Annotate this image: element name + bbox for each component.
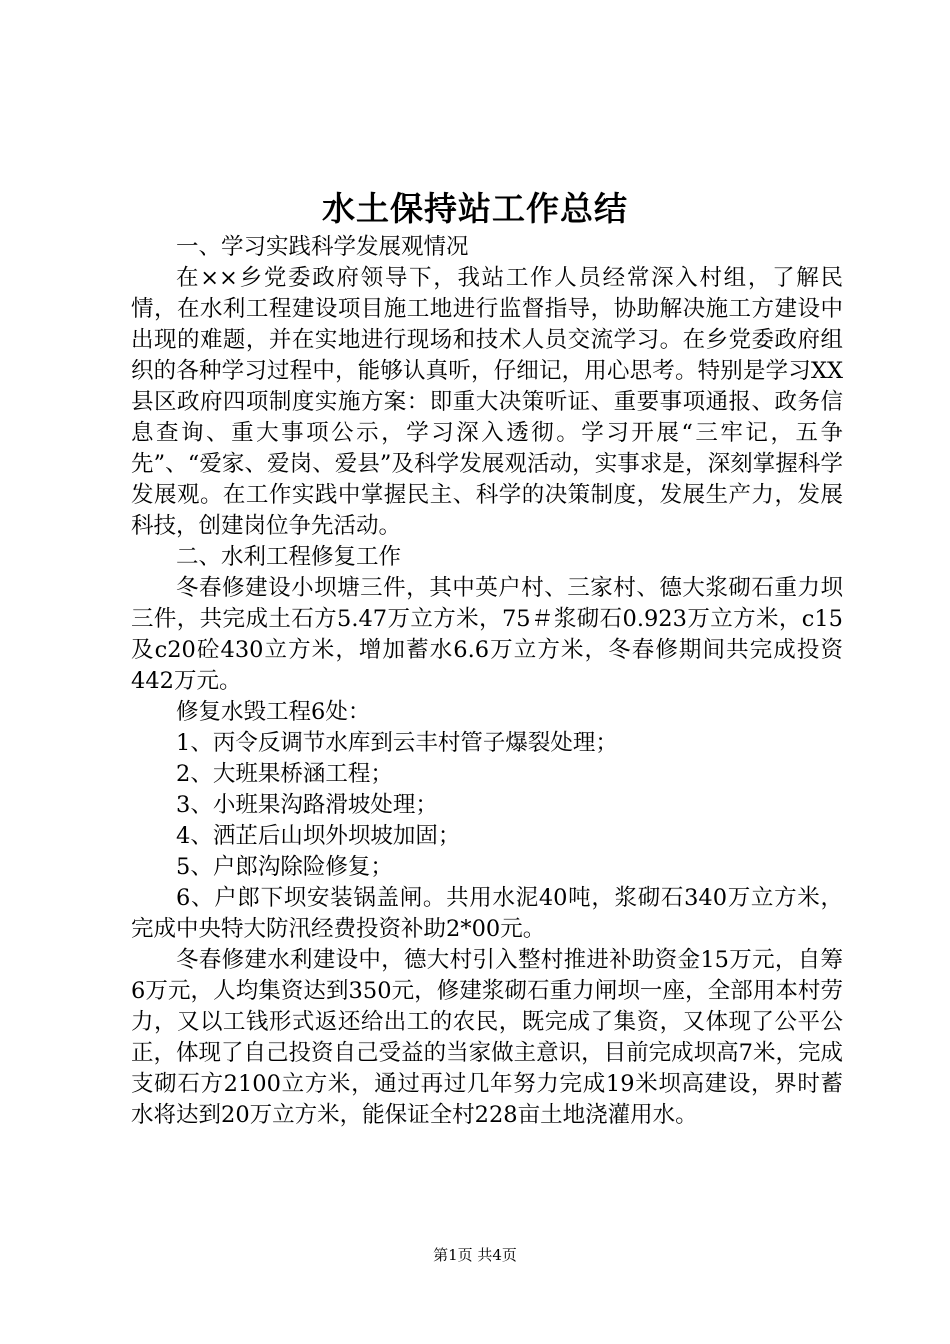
paragraph-study-details: 在××乡党委政府领导下，我站工作人员经常深入村组，了解民情，在水利工程建设项目施工地进行监督指导，协助解决施工方建设中出现的难题，并在实地进行现场和技术人员交流学习。在乡党委政府组织的各种学习过程中，能够认真听，仔细记，用心思考。特别是学习XX县区政府四项制度实施方案：即重大决策听证、重要事项通报、政务信息查询、重大事项公示，学习深入透彻。学习开展“三牢记，五争先”、“爱家、爱岗、爱县”及科学发展观活动，实事求是，深刻掌握科学发展观。在工作实践中掌握民主、科学的决策制度，发展生产力，发展科技，创建岗位争先活动。 (131, 265, 843, 539)
paragraph-repair-intro: 修复水毁工程6处： (176, 699, 371, 725)
paragraph-deda-village: 冬春修建水利建设中，德大村引入整村推进补助资金15万元，自筹6万元，人均集资达到350元，修建浆砌石重力闸坝一座，全部用本村劳力，又以工钱形式返还给出工的农民，既完成了集资，又体现了公平公正，体现了自己投资自己受益的当家做主意识，目前完成坝高7米，完成支砌石方2100立方米，通过再过几年努力完成19米坝高建设，界时蓄水将达到20万立方米，能保证全村228亩土地浇灌用水。 (131, 947, 843, 1128)
list-item-2: 2、大班果桥涵工程； (176, 761, 393, 787)
document-body (131, 232, 843, 1131)
list-item-1: 1、丙令反调节水库到云丰村管子爆裂处理； (176, 730, 618, 756)
document-title: 水土保持站工作总结 (322, 189, 628, 228)
section-heading-repair: 二、水利工程修复工作 (176, 544, 402, 570)
list-item-3: 3、小班果沟路滑坡处理； (176, 792, 438, 818)
list-item-6: 6、户郎下坝安装锅盖闸。共用水泥40吨，浆砌石340万立方米，完成中央特大防汛经费投资补助2*00元。 (131, 885, 843, 942)
list-item-5: 5、户郎沟除险修复； (176, 854, 393, 880)
page-number: 第1页 共4页 (433, 1246, 517, 1264)
paragraph-winter-spring-construction: 冬春修建设小坝塘三件，其中英户村、三家村、德大浆砌石重力坝三件，共完成土石方5.47万立方米，75＃浆砌石0.923万立方米，c15及c20砼430立方米，增加蓄水6.6万立方米，冬春修期间共完成投资442万元。 (131, 575, 843, 694)
section-heading-study: 一、学习实践科学发展观情况 (176, 234, 469, 260)
list-item-4: 4、洒芷后山坝外坝坡加固； (176, 823, 461, 849)
